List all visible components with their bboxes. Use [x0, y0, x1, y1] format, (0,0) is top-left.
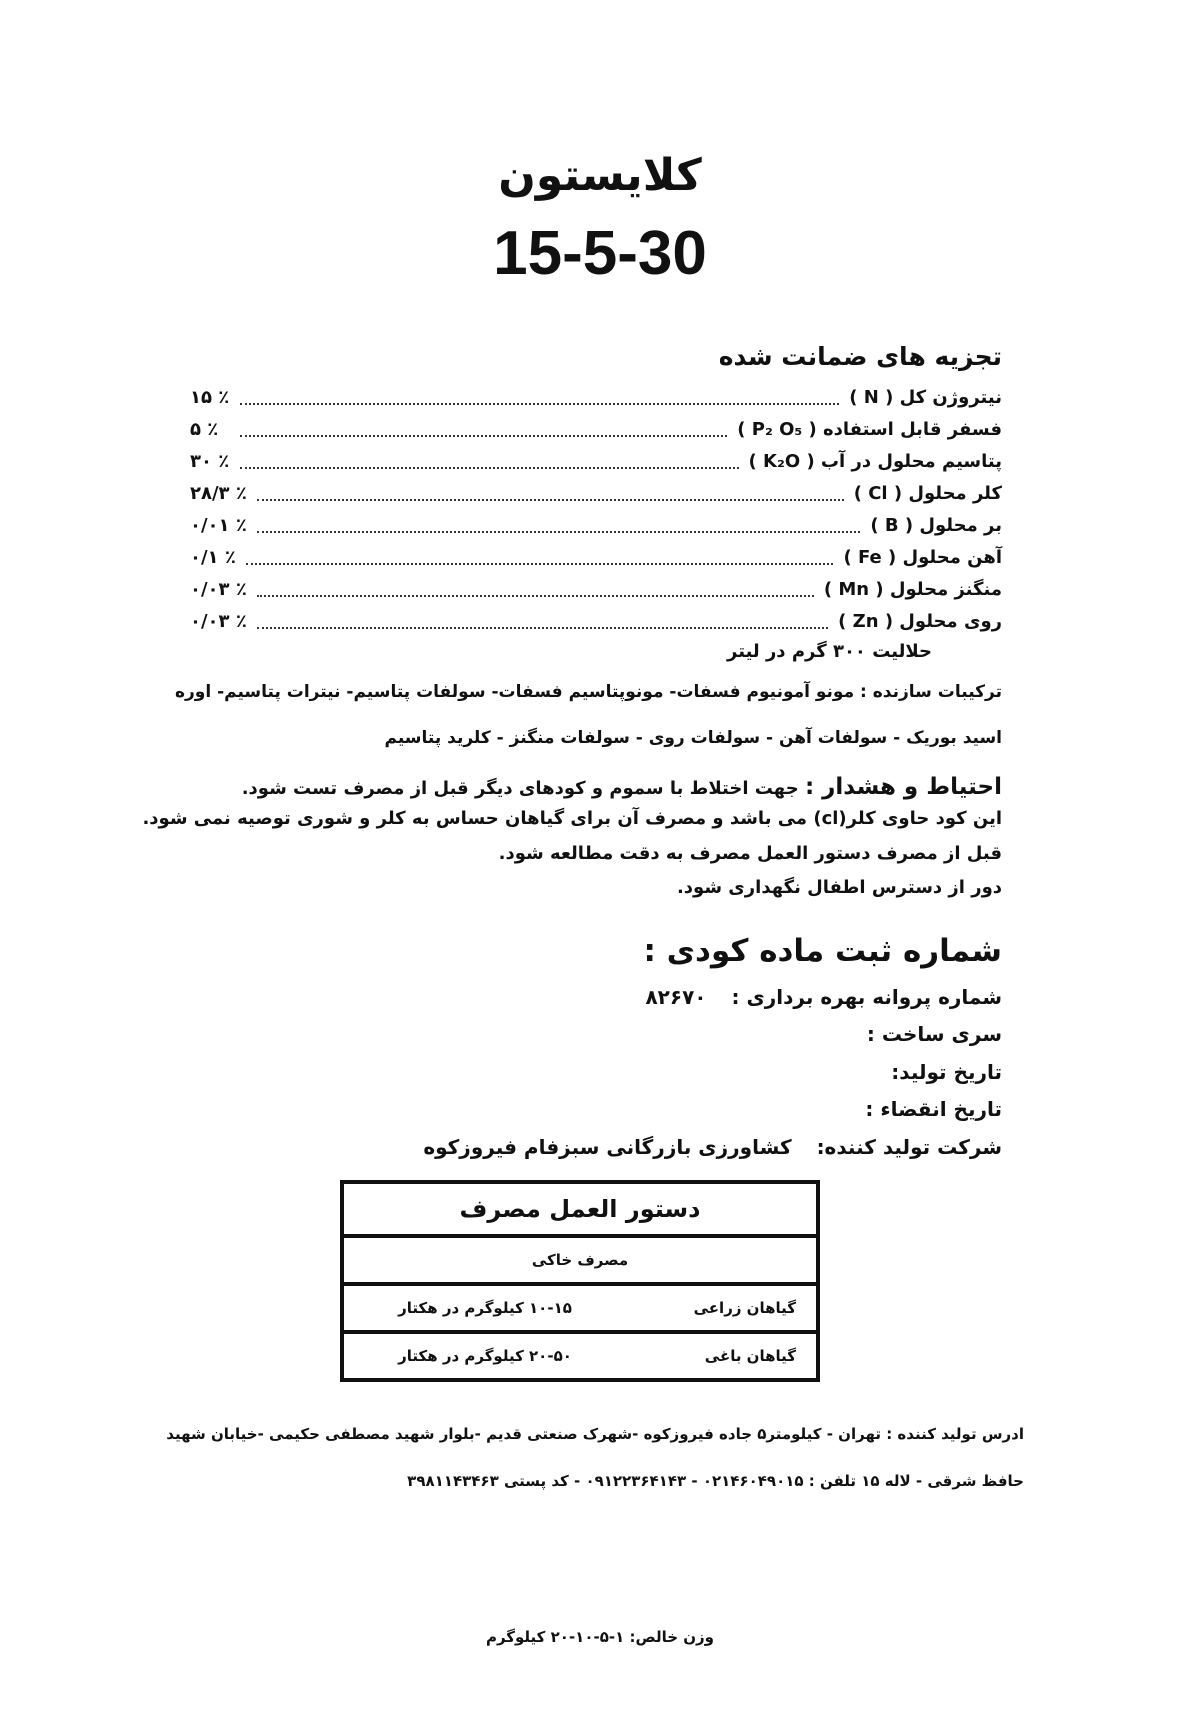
manufacturer-label: شرکت تولید کننده: — [816, 1135, 1002, 1159]
warning-text: جهت اختلاط با سموم و کودهای دیگر قبل از مصرف تست شود. — [241, 778, 799, 799]
analysis-row-boron — [190, 509, 1002, 541]
license-number: ۸۲۶۷۰ — [645, 985, 707, 1009]
batch-line: سری ساخت : — [866, 1022, 1002, 1046]
application-rate: ۱۰-۱۵ کیلوگرم در هکتار — [398, 1299, 572, 1317]
analysis-label: کلر محلول ( Cl ) — [853, 482, 1002, 504]
production-date-line: تاریخ تولید: — [891, 1060, 1002, 1084]
analysis-label: نیتروژن کل ( N ) — [849, 386, 1002, 408]
address-line-1: ادرس تولید کننده : تهران - کیلومتر۵ جاده فیروزکوه -شهرک صنعتی قدیم -بلوار شهید مصطفی حکیمی -خیابان شهید — [166, 1425, 1024, 1443]
net-weight: وزن خالص: ۱-۵-۱۰-۲۰ کیلوگرم — [485, 1628, 715, 1646]
warning-line-2: این کود حاوی کلر(cl) می باشد و مصرف آن برای گیاهان حساس به کلر و شوری توصیه نمی شود. — [142, 808, 1002, 829]
dot-leader — [257, 581, 814, 597]
analysis-label: آهن محلول ( Fe ) — [843, 546, 1002, 568]
usage-subheading: مصرف خاکی — [344, 1238, 816, 1286]
npk-formula: 15-5-30 — [493, 219, 707, 288]
analysis-row-zinc — [190, 605, 1002, 637]
analysis-label: فسفر قابل استفاده ( P₂ O₅ ) — [737, 418, 1002, 440]
application-rate: ۲۰-۵۰ کیلوگرم در هکتار — [398, 1347, 572, 1365]
analysis-row-nitrogen — [190, 381, 1002, 413]
analysis-label: بر محلول ( B ) — [870, 514, 1002, 536]
analysis-label: منگنز محلول ( Mn ) — [823, 578, 1002, 600]
composition-line-1: ترکیبات سازنده : مونو آمونیوم فسفات- مونوپتاسیم فسفات- سولفات پتاسیم- نیترات پتاسیم- اوره — [174, 682, 1002, 702]
brand-name: کلایستون — [498, 150, 702, 201]
analysis-row-potassium — [190, 445, 1002, 477]
license-label: شماره پروانه بهره برداری : — [731, 985, 1002, 1009]
dot-leader — [257, 613, 828, 629]
registration-title: شماره ثبت ماده کودی : — [643, 933, 1002, 969]
solubility-note: حلالیت ۳۰۰ گرم در لیتر — [727, 641, 932, 662]
usage-row — [344, 1286, 816, 1334]
analysis-label: پتاسیم محلول در آب ( K₂O ) — [748, 450, 1002, 472]
analysis-row-chlorine — [190, 477, 1002, 509]
analysis-value: ٪ ۱۵ — [190, 386, 230, 408]
dot-leader — [240, 453, 739, 469]
analysis-label: روی محلول ( Zn ) — [838, 610, 1002, 632]
dot-leader — [240, 389, 839, 405]
expiry-date-line: تاریخ انقضاء : — [865, 1097, 1002, 1121]
analysis-value: ٪ ۰/۰۳ — [190, 578, 247, 600]
crop-type: گیاهان زراعی — [693, 1299, 796, 1317]
usage-instructions-title: دستور العمل مصرف — [344, 1184, 816, 1238]
usage-instructions-table — [340, 1180, 820, 1382]
analysis-value: ٪ ۰/۰۱ — [190, 514, 247, 536]
usage-row — [344, 1334, 816, 1378]
guaranteed-analysis-list — [190, 381, 1002, 637]
crop-type: گیاهان باغی — [704, 1347, 796, 1365]
dot-leader — [257, 485, 844, 501]
warning-line-3: قبل از مصرف دستور العمل مصرف به دقت مطالعه شود. — [498, 843, 1002, 864]
guaranteed-analysis-title: تجزیه های ضمانت شده — [718, 342, 1002, 371]
license-line — [645, 985, 1002, 1009]
manufacturer-name: کشاورزی بازرگانی سبزفام فیروزکوه — [423, 1135, 792, 1159]
dot-leader — [246, 549, 834, 565]
analysis-value: ٪ ۳۰ — [190, 450, 230, 472]
address-line-2: حافظ شرقی - لاله ۱۵ تلفن : ۰۲۱۴۶۰۴۹۰۱۵ - ۰۹۱۲۲۳۶۴۱۴۳ - کد پستی ۳۹۸۱۱۴۳۴۶۳ — [407, 1472, 1024, 1490]
dot-leader — [240, 421, 727, 437]
manufacturer-line — [423, 1135, 1002, 1159]
analysis-value: ٪ ۵ — [190, 418, 219, 440]
analysis-value: ٪ ۰/۰۳ — [190, 610, 247, 632]
analysis-row-manganese — [190, 573, 1002, 605]
warning-title: احتیاط و هشدار : — [804, 774, 1002, 800]
warning-line-1 — [182, 774, 1002, 800]
dot-leader — [257, 517, 861, 533]
analysis-value: ٪ ۲۸/۳ — [190, 482, 247, 504]
composition-line-2: اسید بوریک - سولفات آهن - سولفات روی - سولفات منگنز - کلرید پتاسیم — [384, 728, 1002, 748]
warning-line-4: دور از دسترس اطفال نگهداری شود. — [676, 877, 1002, 898]
analysis-row-iron — [190, 541, 1002, 573]
analysis-row-phosphorus — [190, 413, 1002, 445]
analysis-value: ٪ ۰/۱ — [190, 546, 236, 568]
